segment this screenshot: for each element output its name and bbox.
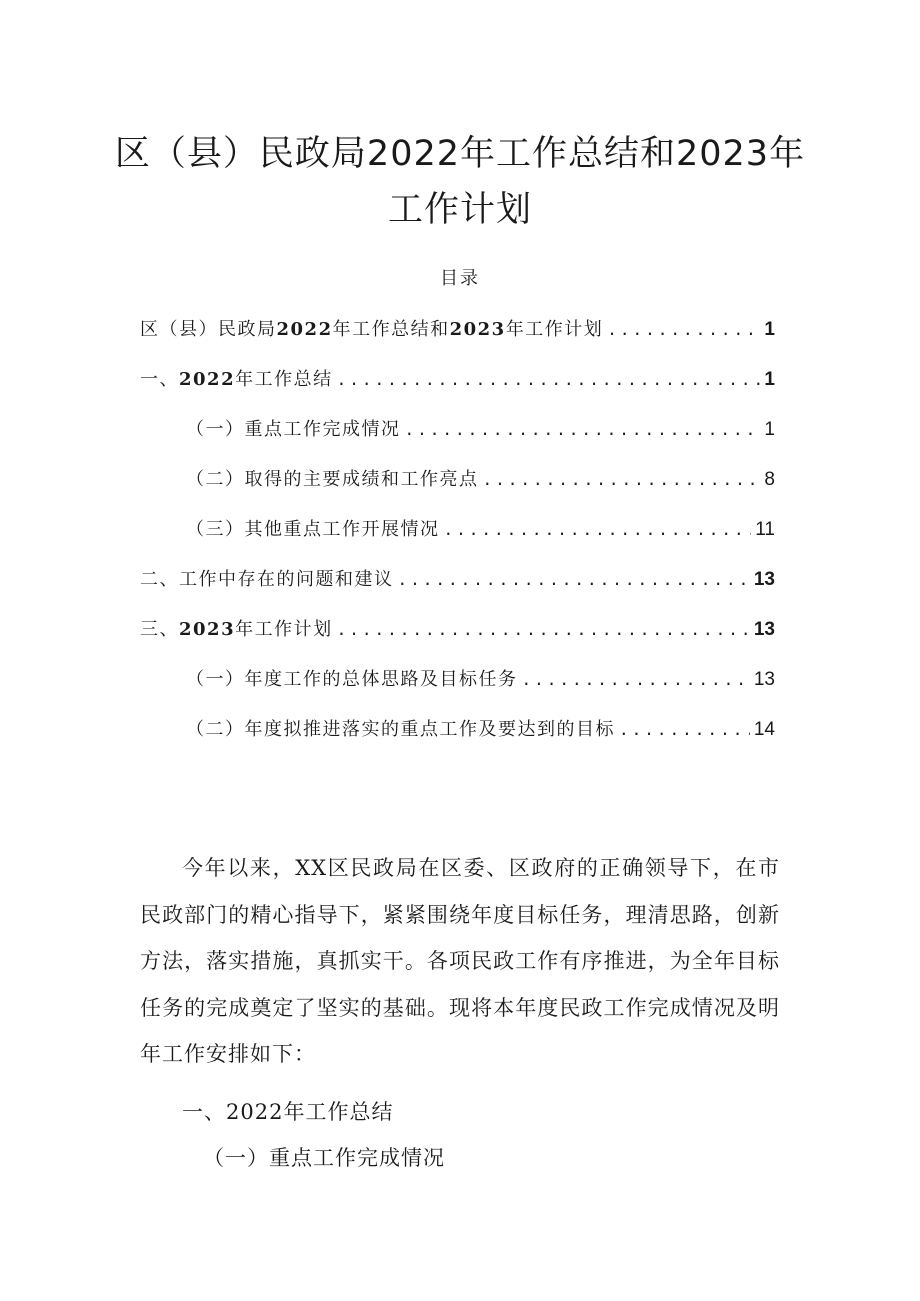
toc-leader-dots (444, 516, 752, 544)
document-title: 区（县）民政局2022年工作总结和2023年工作计划 (114, 134, 806, 231)
toc-entry[interactable] (140, 566, 775, 616)
toc-leader-dots (398, 566, 750, 594)
toc-entry[interactable] (140, 416, 775, 466)
table-of-contents (140, 316, 775, 766)
toc-entry[interactable] (140, 516, 775, 566)
toc-page-number: 13 (753, 569, 775, 590)
toc-page-number: 14 (753, 719, 775, 740)
toc-entry-text: 区（县）民政局2022年工作总结和2023年工作计划 (140, 319, 604, 340)
toc-entry-text: （二）年度拟推进落实的重点工作及要达到的目标 (186, 719, 615, 740)
toc-leader-dots (483, 466, 761, 494)
toc-page-number: 13 (753, 669, 775, 690)
toc-entry[interactable] (140, 666, 775, 716)
toc-page-number: 1 (764, 319, 775, 340)
toc-entry[interactable] (140, 316, 775, 366)
toc-entry[interactable] (140, 616, 775, 666)
toc-heading: 目录 (440, 268, 480, 289)
toc-page-number: 1 (764, 369, 775, 390)
toc-leader-dots (337, 366, 761, 394)
toc-page-number: 8 (764, 469, 775, 490)
toc-entry-text: （一）重点工作完成情况 (186, 419, 401, 440)
section-heading: 一、2022年工作总结 (182, 1100, 394, 1124)
toc-entry[interactable] (140, 716, 775, 766)
toc-entry-text: 一、2022年工作总结 (140, 369, 333, 390)
toc-entry[interactable] (140, 366, 775, 416)
intro-paragraph: 今年以来，XX区民政局在区委、区政府的正确领导下，在市民政部门的精心指导下，紧紧围绕年度目标任务，理清思路，创新方法，落实措施，真抓实干。各项民政工作有序推进，为全年目标任务的完成奠定了坚实的基础。现将本年度民政工作完成情况及明年工作安排如下： (140, 856, 780, 1066)
toc-page-number: 11 (755, 519, 775, 540)
toc-entry[interactable] (140, 466, 775, 516)
toc-leader-dots (522, 666, 750, 694)
toc-leader-dots (607, 316, 760, 344)
toc-entry-text: 二、工作中存在的问题和建议 (140, 569, 394, 590)
toc-entry-text: 三、2023年工作计划 (140, 619, 333, 640)
toc-page-number: 1 (764, 419, 775, 440)
toc-entry-text: （一）年度工作的总体思路及目标任务 (186, 669, 518, 690)
toc-leader-dots (619, 716, 750, 744)
subsection-heading: （一）重点工作完成情况 (203, 1146, 445, 1170)
toc-leader-dots (337, 616, 750, 644)
toc-leader-dots (405, 416, 761, 444)
toc-page-number: 13 (753, 619, 775, 640)
toc-entry-text: （三）其他重点工作开展情况 (186, 519, 440, 540)
toc-entry-text: （二）取得的主要成绩和工作亮点 (186, 469, 479, 490)
